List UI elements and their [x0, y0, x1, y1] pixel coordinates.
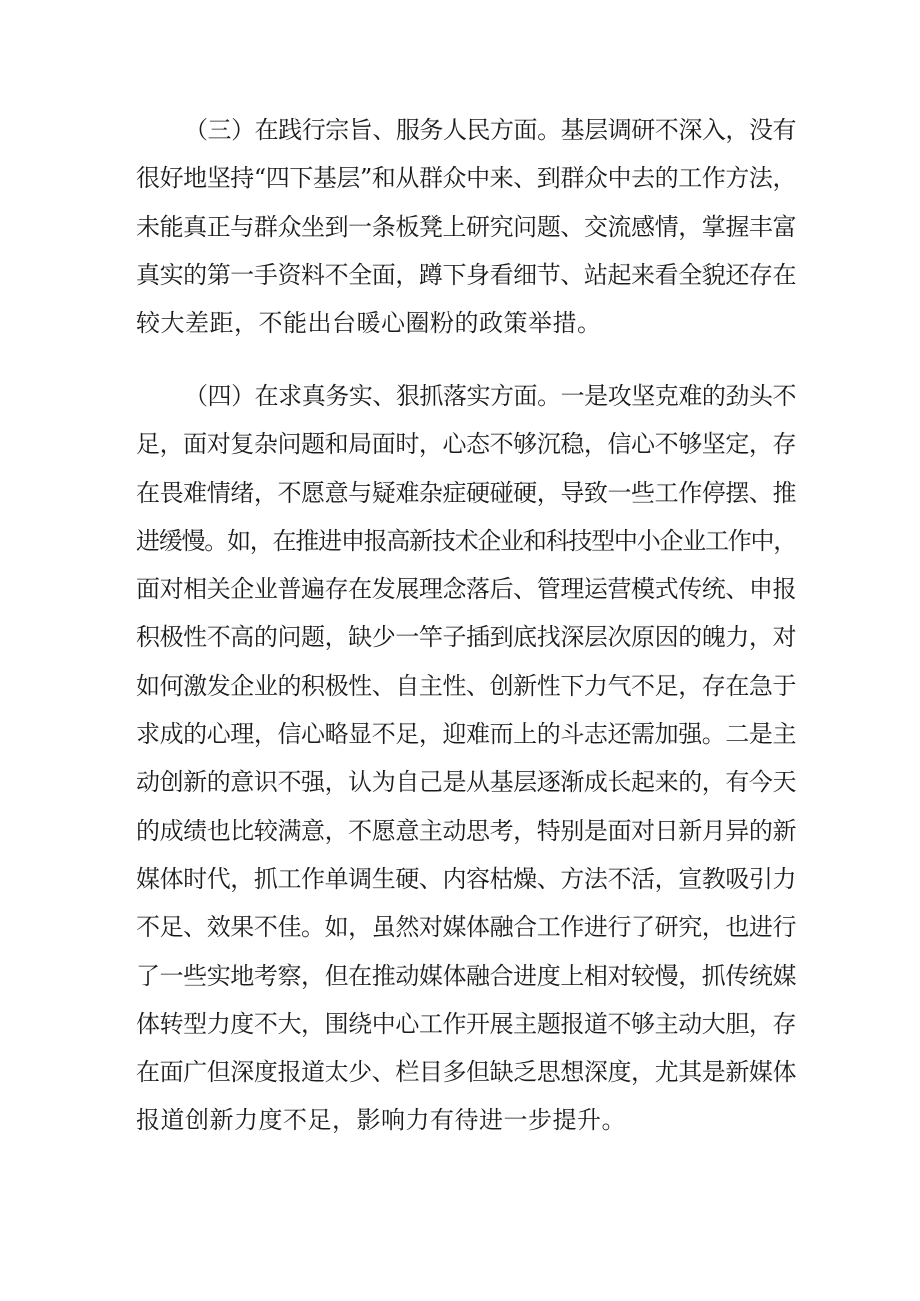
paragraph-line: 动创新的意识不强，认为自己是从基层逐渐成长起来的，有今天 — [136, 768, 796, 797]
paragraph-line: 很好地坚持“四下基层”和从群众中来、到群众中去的工作方法， — [136, 164, 796, 193]
paragraph-line: 不足、效果不佳。如，虽然对媒体融合工作进行了研究，也进行 — [136, 913, 796, 942]
paragraph-line: 进缓慢。如，在推进申报高新技术企业和科技型中小企业工作中， — [136, 526, 796, 555]
paragraph-3 — [136, 106, 796, 347]
paragraph-line: 在面广但深度报道太少、栏目多但缺乏思想深度，尤其是新媒体 — [136, 1058, 796, 1087]
paragraph-4 — [136, 372, 796, 1145]
paragraph-line: 未能真正与群众坐到一条板凳上研究问题、交流感情，掌握丰富 — [136, 212, 796, 241]
paragraph-line: 积极性不高的问题，缺少一竿子插到底找深层次原因的魄力，对 — [136, 623, 796, 652]
paragraph-line: 体转型力度不大，围绕中心工作开展主题报道不够主动大胆，存 — [136, 1009, 796, 1038]
paragraph-line: 报道创新力度不足，影响力有待进一步提升。 — [136, 1106, 626, 1135]
paragraph-line: 真实的第一手资料不全面，蹲下身看细节、站起来看全貌还存在 — [136, 260, 796, 289]
paragraph-line: 的成绩也比较满意，不愿意主动思考，特别是面对日新月异的新 — [136, 816, 796, 845]
paragraph-line: 求成的心理，信心略显不足，迎难而上的斗志还需加强。二是主 — [136, 720, 796, 749]
paragraph-line: 媒体时代，抓工作单调生硬、内容枯燥、方法不活，宣教吸引力 — [136, 864, 796, 893]
paragraph-line: 面对相关企业普遍存在发展理念落后、管理运营模式传统、申报 — [136, 575, 796, 604]
paragraph-line: （四）在求真务实、狠抓落实方面。一是攻坚克难的劲头不 — [184, 382, 796, 410]
paragraph-line: 了一些实地考察，但在推动媒体融合进度上相对较慢，抓传统媒 — [136, 961, 796, 990]
paragraph-line: 在畏难情绪，不愿意与疑难杂症硬碰硬，导致一些工作停摆、推 — [136, 478, 796, 507]
paragraph-line: 较大差距，不能出台暖心圈粉的政策举措。 — [136, 309, 602, 338]
paragraph-line: 如何激发企业的积极性、自主性、创新性下力气不足，存在急于 — [136, 671, 796, 700]
paragraph-line: 足，面对复杂问题和局面时，心态不够沉稳，信心不够坚定，存 — [136, 430, 796, 459]
paragraph-line: （三）在践行宗旨、服务人民方面。基层调研不深入，没有 — [184, 116, 796, 144]
